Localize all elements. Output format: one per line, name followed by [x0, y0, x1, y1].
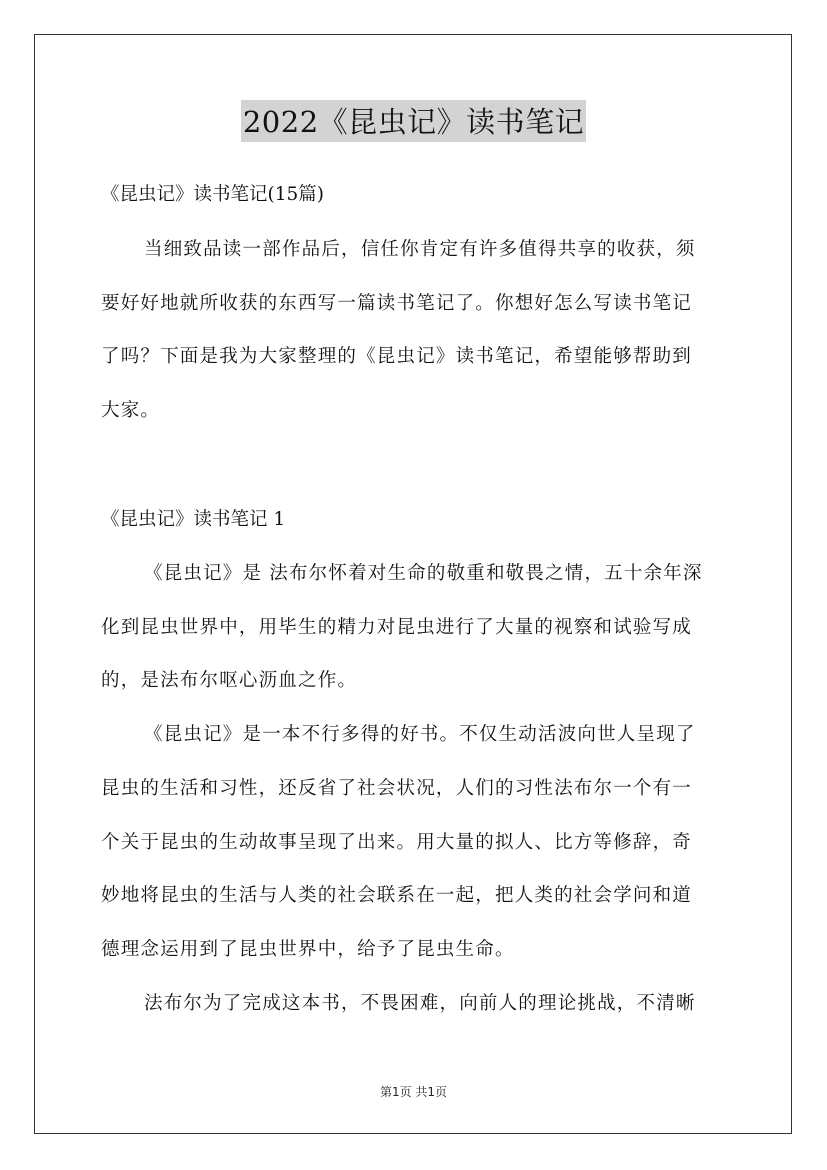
para3-line-1: 法布尔为了完成这本书，不畏困难，向前人的理论挑战，不清晰 — [144, 993, 696, 1014]
intro-line-4: 大家。 — [101, 400, 161, 421]
document-subtitle: 《昆虫记》读书笔记(15篇) — [101, 184, 324, 205]
para1-line-1: 《昆虫记》是 法布尔怀着对生命的敬重和敬畏之情，五十余年深 — [144, 563, 703, 584]
document-title-text: 2022《昆虫记》读书笔记 — [241, 100, 586, 142]
intro-line-2: 要好好地就所收获的东西写一篇读书笔记了。你想好怎么写读书笔记 — [101, 293, 693, 314]
intro-line-3: 了吗？下面是我为大家整理的《昆虫记》读书笔记，希望能够帮助到 — [101, 346, 693, 367]
para2-line-1: 《昆虫记》是一本不行多得的好书。不仅生动活波向世人呈现了 — [144, 724, 696, 745]
para2-line-3: 个关于昆虫的生动故事呈现了出来。用大量的拟人、比方等修辞，奇 — [101, 832, 693, 853]
para2-line-4: 妙地将昆虫的生活与人类的社会联系在一起，把人类的社会学问和道 — [101, 885, 693, 906]
para2-line-2: 昆虫的生活和习性，还反省了社会状况，人们的习性法布尔一个有一 — [101, 778, 693, 799]
para2-line-5: 德理念运用到了昆虫世界中，给予了昆虫生命。 — [101, 939, 515, 960]
section-heading: 《昆虫记》读书笔记 1 — [101, 509, 286, 530]
para1-line-2: 化到昆虫世界中，用毕生的精力对昆虫进行了大量的视察和试验写成 — [101, 617, 693, 638]
intro-line-1: 当细致品读一部作品后，信任你肯定有许多值得共享的收获，须 — [144, 239, 696, 260]
document-title — [0, 100, 827, 142]
page-footer: 第1页 共1页 — [379, 1085, 448, 1099]
para1-line-3: 的，是法布尔呕心沥血之作。 — [101, 670, 358, 691]
